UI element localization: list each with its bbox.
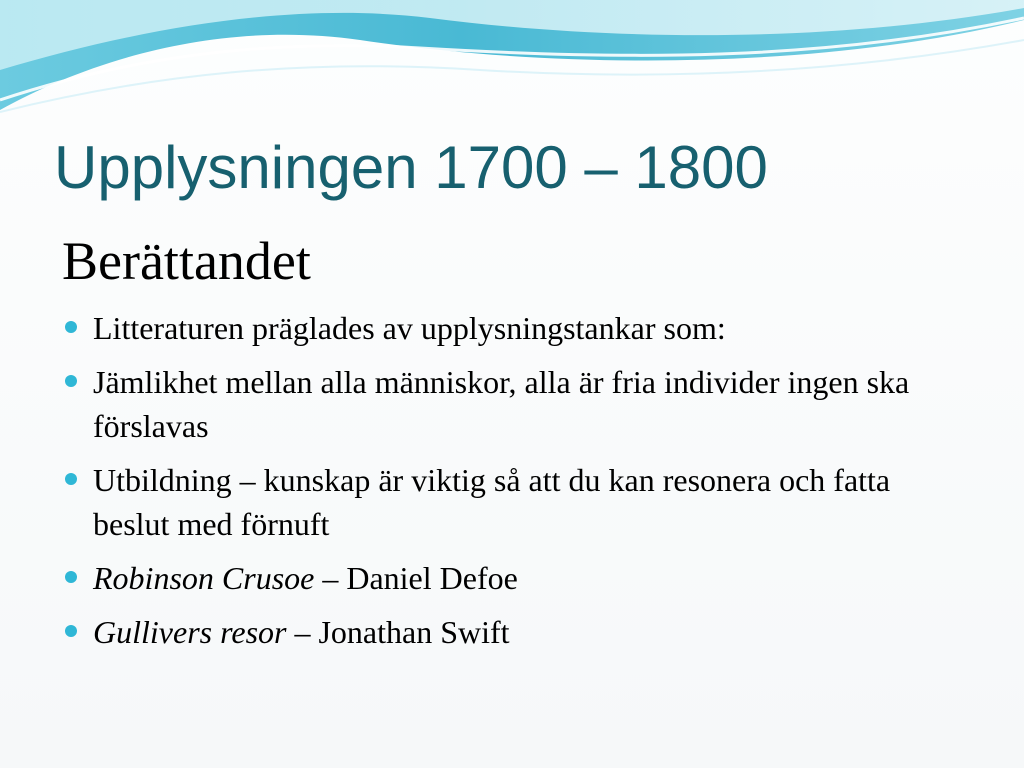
bullet-item	[62, 306, 962, 350]
book-author: – Jonathan Swift	[286, 614, 510, 650]
book-author: – Daniel Defoe	[314, 560, 518, 596]
bullet-dot-icon	[65, 375, 77, 387]
bullet-dot-icon	[65, 571, 77, 583]
bullet-dot-icon	[65, 473, 77, 485]
bullet-item	[62, 360, 962, 448]
bullet-dot-icon	[65, 625, 77, 637]
bullet-item	[62, 458, 962, 546]
slide-title: Upplysningen 1700 – 1800	[54, 134, 768, 201]
bullet-text	[93, 560, 518, 596]
decorative-wave-header	[0, 0, 1024, 120]
book-title: Robinson Crusoe	[93, 560, 315, 596]
bullet-dot-icon	[65, 321, 77, 333]
bullet-text	[93, 614, 510, 650]
bullet-text: Litteraturen präglades av upplysningstankar som:	[93, 310, 726, 346]
bullet-list	[62, 306, 962, 664]
bullet-text: Jämlikhet mellan alla människor, alla är fria individer ingen ska förslavas	[93, 364, 910, 444]
bullet-text: Utbildning – kunskap är viktig så att du kan resonera och fatta beslut med förnuft	[93, 462, 891, 542]
bullet-item	[62, 610, 962, 654]
slide-subtitle: Berättandet	[62, 231, 311, 291]
book-title: Gullivers resor	[93, 614, 287, 650]
bullet-item	[62, 556, 962, 600]
